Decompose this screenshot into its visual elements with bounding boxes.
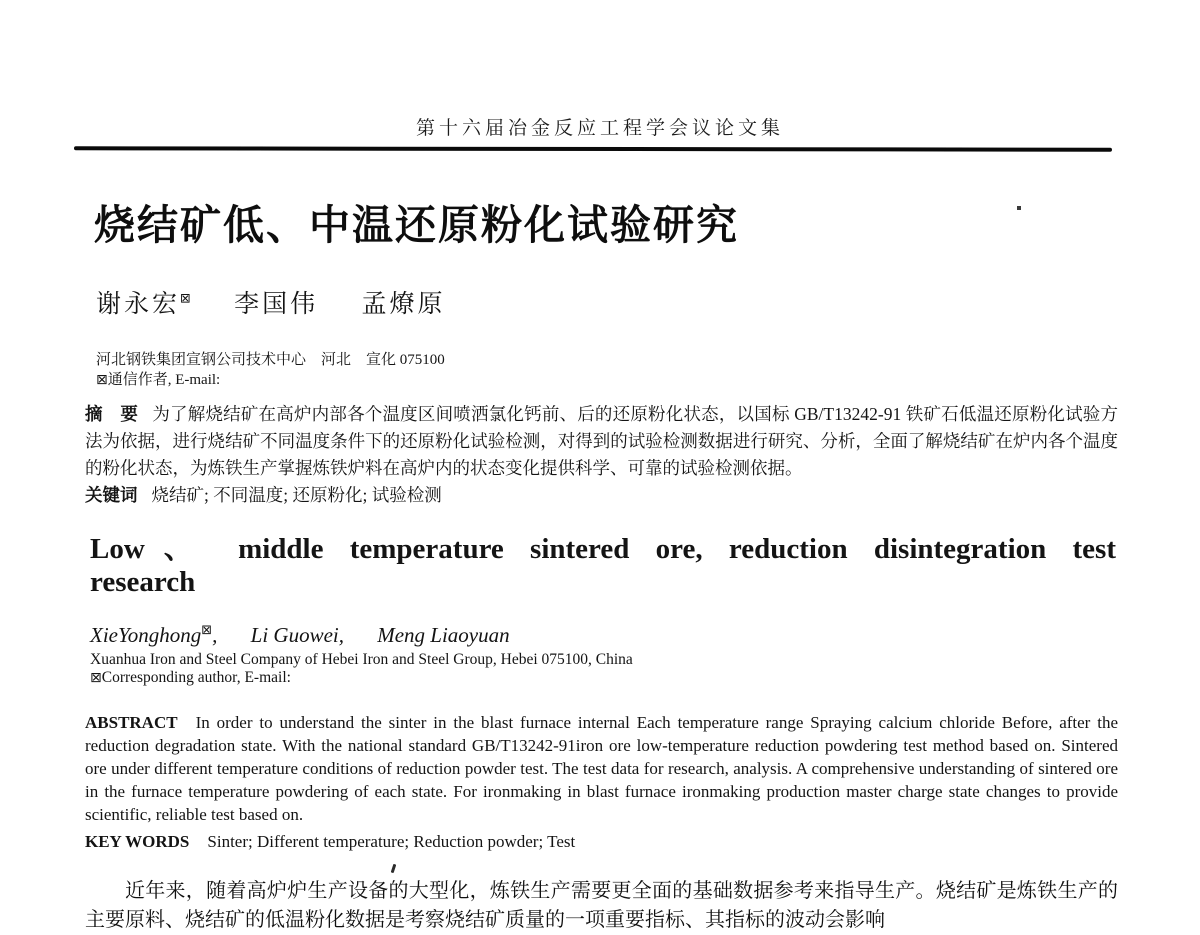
keywords-cn (85, 482, 442, 507)
author-name-cn: 李国伟 (234, 291, 319, 318)
abstract-label-cn: 摘 要 (85, 404, 139, 424)
scan-artifact-dot (1017, 206, 1021, 210)
scan-artifact-speck (391, 864, 397, 873)
correspondence-text-cn: 通信作者, E-mail: (107, 372, 221, 388)
author-list-cn (96, 284, 479, 320)
author-name-en: Meng Liaoyuan (377, 623, 510, 647)
abstract-cn (85, 401, 1118, 482)
author-name-cn: 孟燎原 (361, 291, 446, 318)
author-name-en: Li Guowei, (250, 623, 344, 647)
correspondence-note-cn (96, 368, 220, 389)
abstract-text-en: In order to understand the sinter in the blast furnace internal Each temperature range Spraying calcium chloride Before, after the reduction degradation state. With the national standard GB/T13242-91iron ore low-temperature reduction powdering test method based on. Sintered ore under different temperature conditions of reduction powder test. The test data for research, analysis. A comprehensive understanding of sintered ore in the furnace temperature powdering of each state. For ironmaking in blast furnace ironmaking production master charge state changes to provide scientific, reliable test based on. (85, 713, 1118, 824)
paper-title-en-line1: Low、 middle temperature sintered ore, reduction disintegration test (90, 533, 1116, 565)
envelope-icon: ⊠ (180, 291, 191, 307)
paper-title-cn: 烧结矿低、中温还原粉化试验研究 (94, 202, 739, 248)
keywords-text-cn: 烧结矿; 不同温度; 还原粉化; 试验检测 (151, 485, 442, 505)
affiliation-cn: 河北钢铁集团宣钢公司技术中心 河北 宣化 075100 (96, 352, 445, 368)
header-rule (74, 146, 1112, 151)
keywords-en (85, 832, 575, 852)
running-head: 第十六届冶金反应工程学会议论文集 (415, 118, 784, 139)
abstract-en (85, 711, 1118, 826)
abstract-label-en: ABSTRACT (85, 713, 178, 732)
paper-title-en-line2: research (90, 566, 196, 598)
author-list-en (90, 623, 538, 648)
author-name-text: XieYonghong (90, 623, 202, 647)
keywords-text-en: Sinter; Different temperature; Reduction powder; Test (207, 832, 576, 851)
keywords-label-cn: 关键词 (85, 485, 138, 505)
author-separator: , (212, 623, 218, 647)
author-name-cn (96, 291, 191, 318)
envelope-icon: ⊠ (90, 670, 102, 686)
envelope-icon: ⊠ (201, 623, 213, 638)
keywords-label-en: KEY WORDS (85, 832, 190, 851)
abstract-text-cn: 为了解烧结矿在高炉内部各个温度区间喷洒氯化钙前、后的还原粉化状态，以国标 GB/T13242-91 铁矿石低温还原粉化试验方法为依据，进行烧结矿不同温度条件下的还原粉化试验检测，对得到的试验检测数据进行研究、分析，全面了解烧结矿在炉内各个温度的粉化状态，为炼铁生产掌握炼铁炉料在高炉内的状态变化提供科学、可靠的试验检测依据。 (85, 404, 1119, 478)
envelope-icon: ⊠ (96, 372, 108, 388)
affiliation-en: Xuanhua Iron and Steel Company of Hebei Iron and Steel Group, Hebei 075100, China (90, 651, 633, 668)
correspondence-note-en (90, 669, 291, 687)
body-paragraph: 近年来，随着高炉炉生产设备的大型化，炼铁生产需要更全面的基础数据参考来指导生产。烧结矿是炼铁生产的主要原料、烧结矿的低温粉化数据是考察烧结矿质量的一项重要指标、其指标的波动会影响 (85, 880, 1118, 931)
author-name-en (90, 623, 217, 647)
author-name-text: 谢永宏 (96, 291, 181, 318)
correspondence-text-en: Corresponding author, E-mail: (101, 669, 291, 686)
